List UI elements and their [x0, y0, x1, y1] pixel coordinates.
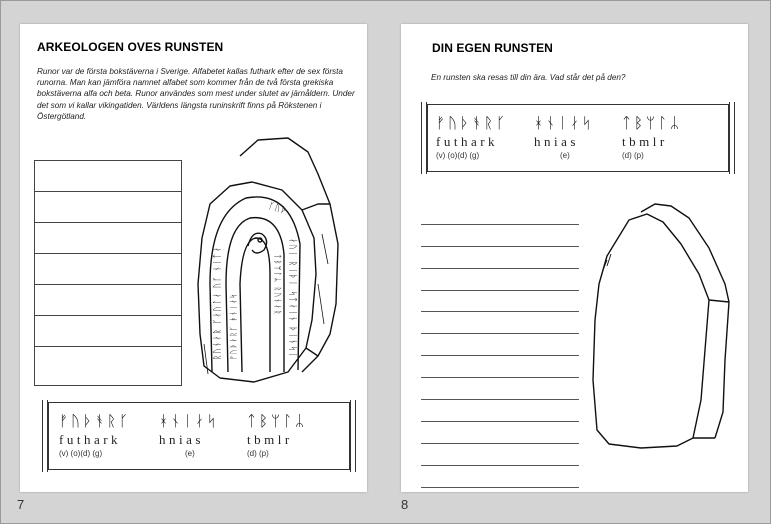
writing-line [421, 466, 579, 488]
writing-line [421, 291, 579, 313]
page-number: 7 [17, 497, 25, 512]
rune-alternates: (e) [560, 151, 570, 160]
blank-runestone-illustration [591, 200, 741, 450]
page-title: ARKEOLOGEN OVES RUNSTEN [37, 40, 224, 54]
left-page [20, 24, 367, 492]
rune-group [436, 114, 508, 160]
answer-row [35, 161, 181, 192]
rune-letters: hnias [159, 432, 204, 447]
rune-alternates: (v) (o)(d) (g) [436, 151, 480, 160]
writing-line [421, 312, 579, 334]
rune-group [247, 412, 307, 458]
rune-letters: tbmlr [247, 432, 293, 447]
stone-inscription-outer-left: ᚱᚢᚾᛅᚱ ᚴᛅᚢᛚᛅ ᚢᚴ ᚾᛁᛏᛅ [213, 246, 223, 360]
page-number: 8 [401, 497, 409, 512]
rune-alternates: (d) (p) [247, 449, 269, 458]
rune-alternates: (v) (o)(d) (g) [59, 449, 103, 458]
rune-group [534, 114, 594, 160]
rune-glyphs: ᛏᛒᛘᛚᛦ [622, 114, 683, 132]
writing-line [421, 203, 579, 225]
answer-row [35, 192, 181, 223]
answer-row [35, 254, 181, 285]
stone-inscription-top: ᚴᚢᚦ [267, 201, 289, 217]
rune-glyphs: ᚠᚢᚦᚬᚱᚴ [59, 412, 132, 430]
writing-line [421, 269, 579, 291]
rune-alternates: (e) [185, 449, 195, 458]
page-title: DIN EGEN RUNSTEN [432, 41, 553, 55]
answer-row [35, 316, 181, 347]
stone-inscription-inner-right: ᛏᛒᛘᛚᛦ ᚱᚢᚾᛅᚱ [273, 254, 282, 316]
rune-glyphs: ᚠᚢᚦᚬᚱᚴ [436, 114, 509, 132]
writing-line [421, 378, 579, 400]
runestone-illustration [190, 134, 370, 384]
writing-line [421, 225, 579, 247]
writing-line [421, 334, 579, 356]
intro-paragraph: Runor var de första bokstäverna i Sverige. Alfabetet kallas futhark efter de sex första runorna. Man kan jämföra namnet alfabet som kommer från de två första grekiska bokstäverna alfa och beta. Runor användes som mest under slutet av järnåldern. Under det som vi kallar vikingatiden. Världens längsta runinskrift finns på Rökstenen i Östergötland. [37, 67, 355, 121]
prompt-text: En runsten ska resas till din ära. Vad står det på den? [431, 73, 626, 82]
answer-grid [34, 160, 182, 386]
right-page [401, 24, 748, 492]
stone-inscription-inner-left: ᚠᚢᚦᛅᚱᚴ ᚼᚾᛁᛅᛋ [229, 292, 238, 360]
writing-line [421, 400, 579, 422]
rune-alternates: (d) (p) [622, 151, 644, 160]
futhark-key [48, 402, 350, 470]
writing-lines [421, 203, 579, 488]
rune-group [159, 412, 219, 458]
answer-row [35, 347, 181, 378]
rune-letters: hnias [534, 134, 579, 149]
rune-glyphs: ᚼᚾᛁᛅᛋ [159, 412, 220, 430]
rune-letters: futhark [59, 432, 122, 447]
writing-line [421, 356, 579, 378]
writing-line [421, 444, 579, 466]
writing-line [421, 247, 579, 269]
rune-glyphs: ᚼᚾᛁᛅᛋ [534, 114, 595, 132]
rune-glyphs: ᛏᛒᛘᛚᛦ [247, 412, 308, 430]
rune-group [622, 114, 682, 160]
rune-letters: tbmlr [622, 134, 668, 149]
futhark-key [427, 104, 729, 172]
answer-row [35, 285, 181, 316]
rune-letters: futhark [436, 134, 499, 149]
stone-inscription-outer-right: ᛅᚢᛁ ᚱᛁᚦᛁ ᛋᛏᛅᛁᚾ ᚦᛁᚾᛋᛁ [287, 238, 297, 359]
writing-line [421, 422, 579, 444]
answer-row [35, 223, 181, 254]
rune-group [59, 412, 131, 458]
